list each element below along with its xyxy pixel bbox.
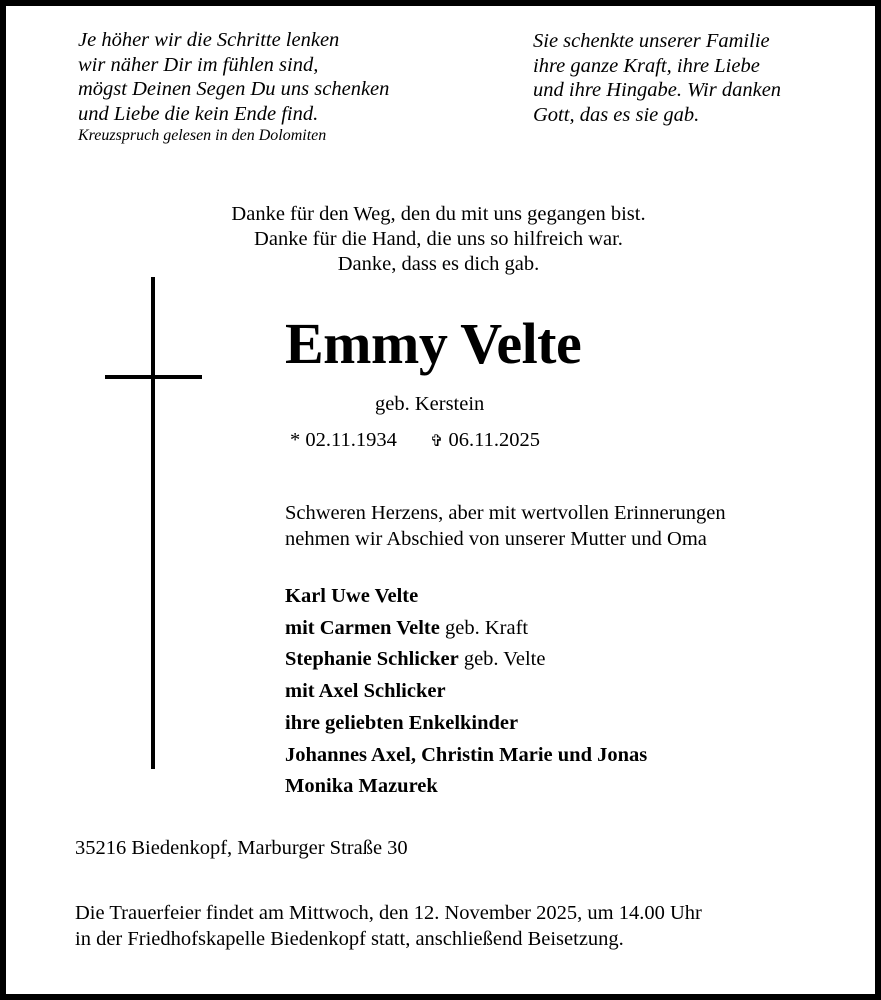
quote-left-line: wir näher Dir im fühlen sind, — [78, 53, 319, 76]
family-member-note: geb. Kraft — [439, 616, 529, 639]
funeral-service-info — [75, 901, 702, 952]
family-member-name: mit Carmen Velte — [285, 616, 440, 639]
obituary-page — [6, 6, 875, 994]
quote-right-line: ihre ganze Kraft, ihre Liebe — [533, 54, 760, 77]
family-member — [285, 676, 647, 708]
quote-left — [78, 28, 389, 146]
family-member-note: geb. Velte — [458, 648, 546, 671]
family-member — [285, 613, 647, 645]
thanks-verse — [6, 202, 875, 277]
family-member — [285, 740, 647, 772]
thanks-line: Danke, dass es dich gab. — [337, 253, 540, 275]
cross-icon-vertical-bar — [151, 277, 155, 769]
death-date: 06.11.2025 — [448, 429, 541, 451]
family-member-name: Stephanie Schlicker — [285, 648, 459, 671]
birth-name: geb. Kerstein — [375, 393, 485, 415]
family-member-name: Johannes Axel, Christin Marie und Jonas — [285, 743, 648, 766]
death-cross-icon: ✞ — [430, 433, 444, 450]
quote-left-line: Je höher wir die Schritte lenken — [78, 29, 340, 51]
life-dates — [290, 427, 540, 455]
address: 35216 Biedenkopf, Marburger Straße 30 — [75, 837, 408, 859]
quote-right-line: Gott, das es sie gab. — [533, 103, 700, 126]
quote-right — [533, 29, 781, 127]
family-member-name: Monika Mazurek — [285, 775, 438, 798]
thanks-line: Danke für die Hand, die uns so hilfreich war. — [254, 228, 623, 250]
quote-left-line: mögst Deinen Segen Du uns schenken — [78, 78, 390, 100]
thanks-line: Danke für den Weg, den du mit uns gegangen bist. — [231, 203, 646, 225]
mourning-text — [285, 501, 726, 552]
mourning-line: Schweren Herzens, aber mit wertvollen Erinnerungen — [285, 502, 726, 524]
family-member-name: Karl Uwe Velte — [285, 585, 419, 607]
family-member — [285, 708, 647, 740]
family-member — [285, 771, 647, 803]
birth-star-icon: * — [290, 429, 301, 451]
quote-left-source: Kreuzspruch gelesen in den Dolomiten — [78, 127, 327, 144]
service-line: Die Trauerfeier findet am Mittwoch, den 12. November 2025, um 14.00 Uhr — [75, 902, 702, 924]
family-member-name: mit Axel Schlicker — [285, 680, 446, 703]
family-member — [285, 644, 647, 676]
quote-left-line: und Liebe die kein Ende find. — [78, 102, 319, 125]
birth-date: 02.11.1934 — [305, 429, 397, 451]
service-line: in der Friedhofskapelle Biedenkopf statt, anschließend Beisetzung. — [75, 927, 624, 950]
cross-icon-horizontal-bar — [105, 375, 202, 379]
quote-right-line: und ihre Hingabe. Wir danken — [533, 79, 782, 101]
family-member-name: ihre geliebten Enkelkinder — [285, 711, 519, 734]
quote-right-line: Sie schenkte unserer Familie — [533, 30, 770, 52]
family-member — [285, 581, 647, 613]
family-list — [285, 581, 647, 803]
mourning-line: nehmen wir Abschied von unserer Mutter und Oma — [285, 527, 707, 550]
deceased-name: Emmy Velte — [285, 311, 582, 376]
